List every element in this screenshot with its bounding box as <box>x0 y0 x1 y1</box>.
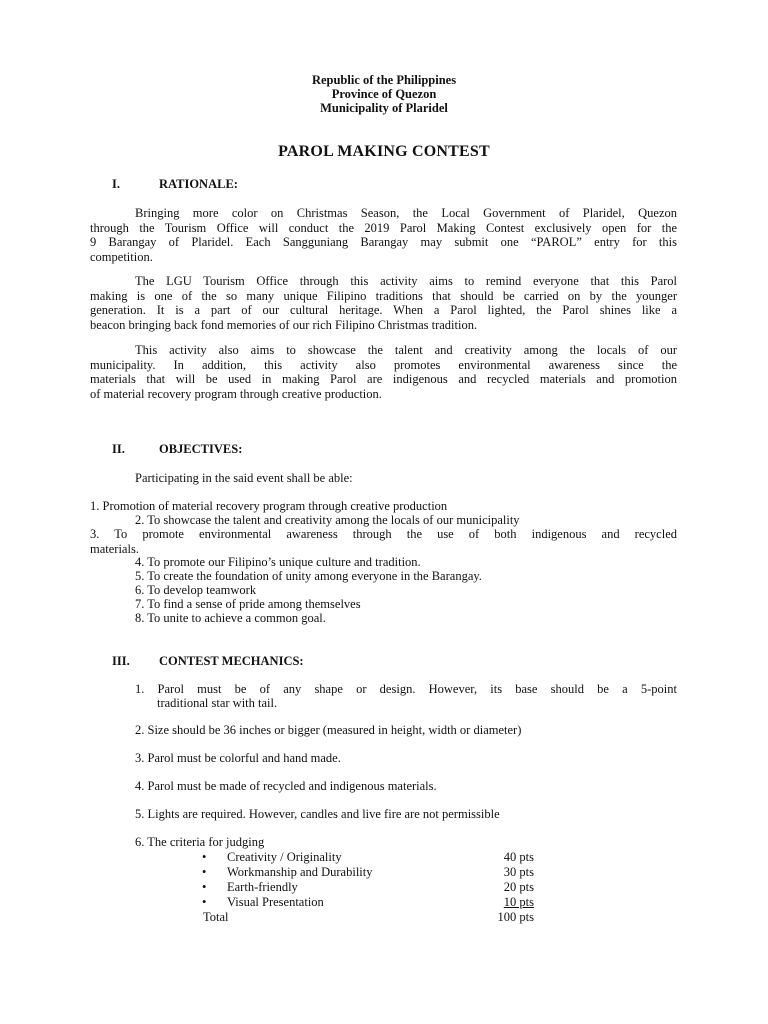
bullet-icon: • <box>202 850 207 864</box>
objective-item-2: 2. To showcase the talent and creativity among the locals of our municipality <box>135 513 520 527</box>
mechanic-item-1: 1. Parol must be of any shape or design. However, its base should be a 5-point <box>135 682 677 696</box>
mechanic-item-3: 3. Parol must be colorful and hand made. <box>135 751 341 765</box>
section-number-mechanics: III. <box>112 654 130 668</box>
objectives-intro: Participating in the said event shall be able: <box>135 471 353 485</box>
bullet-icon: • <box>202 865 207 879</box>
section-heading-rationale: RATIONALE: <box>159 177 238 191</box>
header-republic: Republic of the Philippines <box>311 73 457 87</box>
text-line: of material recovery program through creative production. <box>90 386 382 401</box>
criteria-points: 40 pts <box>503 850 534 864</box>
header-municipality: Municipality of Plaridel <box>320 101 448 115</box>
objective-item-4: 4. To promote our Filipino’s unique culture and tradition. <box>135 555 421 569</box>
text-line: 9 Barangay of Plaridel. Each Sangguniang Barangay may submit one “PAROL” entry for this <box>90 235 677 249</box>
criteria-points: 20 pts <box>503 880 534 894</box>
criteria-points: 10 pts <box>503 895 534 909</box>
text-line: materials that will be used in making Parol are indigenous and recycled materials and promotion <box>90 372 677 386</box>
text-line: materials. <box>90 541 139 556</box>
section-heading-objectives: OBJECTIVES: <box>159 442 243 456</box>
criteria-name: Earth-friendly <box>227 880 298 894</box>
rationale-paragraph-3 <box>90 343 677 401</box>
section-number-rationale: I. <box>112 177 120 191</box>
bullet-icon: • <box>202 895 207 909</box>
rationale-paragraph-1 <box>90 206 677 264</box>
bullet-icon: • <box>202 880 207 894</box>
criteria-name: Workmanship and Durability <box>227 865 373 879</box>
header-province: Province of Quezon <box>331 87 437 101</box>
text-line: The LGU Tourism Office through this activity aims to remind everyone that this Parol <box>135 274 677 288</box>
mechanic-item-4: 4. Parol must be made of recycled and indigenous materials. <box>135 779 437 793</box>
rationale-paragraph-2 <box>90 274 677 332</box>
criteria-name: Visual Presentation <box>227 895 324 909</box>
text-line: beacon bringing back fond memories of our rich Filipino Christmas tradition. <box>90 317 478 332</box>
section-number-objectives: II. <box>112 442 125 456</box>
criteria-points: 30 pts <box>503 865 534 879</box>
objective-item-3 <box>90 527 677 556</box>
text-line: 3. To promote environmental awareness through the use of both indigenous and recycled <box>90 527 677 541</box>
objective-item-8: 8. To unite to achieve a common goal. <box>135 611 326 625</box>
text-line: This activity also aims to showcase the talent and creativity among the locals of our <box>135 343 677 357</box>
criteria-total-label: Total <box>203 910 229 924</box>
text-line: Bringing more color on Christmas Season, the Local Government of Plaridel, Quezon <box>135 206 677 220</box>
objective-item-6: 6. To develop teamwork <box>135 583 257 597</box>
criteria-name: Creativity / Originality <box>227 850 342 864</box>
text-line: through the Tourism Office will conduct the 2019 Parol Making Contest exclusively open for the <box>90 220 677 235</box>
text-line: making is one of the so many unique Filipino traditions that should be carried on by the younger <box>90 288 677 303</box>
criteria-total-points: 100 pts <box>497 910 534 924</box>
mechanic-item-2: 2. Size should be 36 inches or bigger (measured in height, width or diameter) <box>135 723 522 737</box>
mechanic-item-1-continued: traditional star with tail. <box>157 696 278 710</box>
section-heading-mechanics: CONTEST MECHANICS: <box>159 654 304 668</box>
objective-item-5: 5. To create the foundation of unity among everyone in the Barangay. <box>135 569 482 583</box>
text-line: generation. It is a part of our cultural heritage. When a Parol lighted, the Parol shines like a <box>90 303 677 317</box>
mechanic-item-6: 6. The criteria for judging <box>135 835 265 849</box>
document-title: PAROL MAKING CONTEST <box>278 143 490 160</box>
objective-item-1: 1. Promotion of material recovery program through creative production <box>90 499 448 513</box>
mechanic-item-5: 5. Lights are required. However, candles and live fire are not permissible <box>135 807 500 821</box>
text-line: municipality. In addition, this activity also promotes environmental awareness since the <box>90 357 677 372</box>
objective-item-7: 7. To find a sense of pride among themselves <box>135 597 361 611</box>
text-line: competition. <box>90 249 153 264</box>
